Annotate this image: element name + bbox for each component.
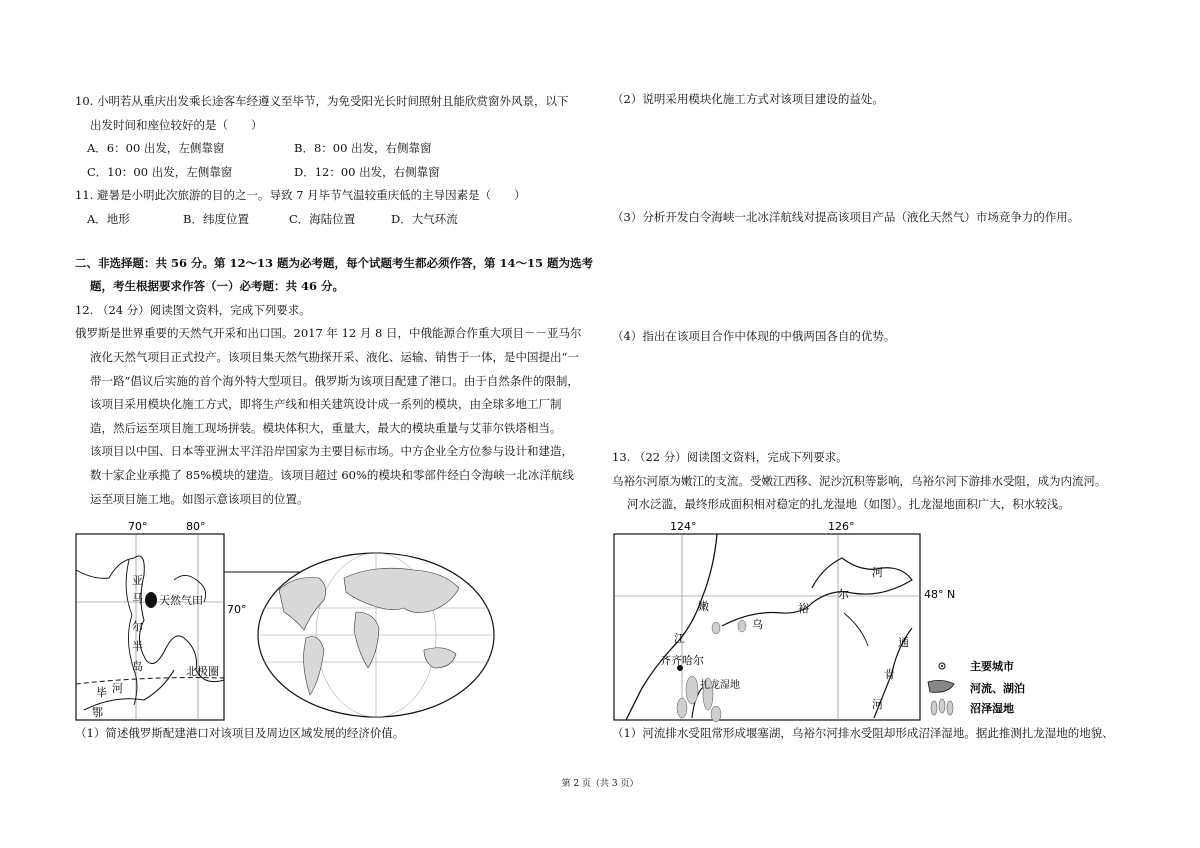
q12-paragraph-line4: 该项目采用模块化施工方式，即将生产线和相关建筑设计成一系列的模块，由全球多地工厂制 bbox=[90, 397, 562, 412]
section2-heading-line2: 题，考生根据要求作答（一）必考题：共 46 分。 bbox=[90, 279, 345, 294]
q10-options-row2 bbox=[75, 161, 595, 185]
river-char-2: 河 bbox=[112, 682, 123, 695]
peninsula-char-5: 岛 bbox=[132, 660, 143, 673]
tongken-char-1: 通 bbox=[898, 636, 909, 649]
left-column bbox=[75, 90, 595, 511]
peninsula-char-2: 马 bbox=[132, 592, 143, 605]
q12-map-svg bbox=[74, 520, 514, 725]
tongken-char-2: 肯 bbox=[884, 668, 895, 681]
q10-stem-line1: 10. 小明若从重庆出发乘长途客车经遵义至毕节，为免受阳光长时间照射且能欣赏窗外风景，以下 bbox=[75, 94, 569, 108]
q13-paragraph-line1: 乌裕尔河原为嫩江的支流。受嫩江西移、泥沙沉积等影响，乌裕尔河下游排水受阻，成为内流河。 bbox=[612, 473, 1107, 488]
q11-options-row bbox=[75, 208, 595, 232]
legend-river-lake-label: 河流、湖泊 bbox=[970, 682, 1025, 695]
q12-sub4: （4）指出在该项目合作中体现的中俄两国各自的优势。 bbox=[612, 329, 896, 343]
zhalong-map-frame bbox=[614, 534, 920, 720]
q10-stem-line2: 出发时间和座位较好的是（ ） bbox=[90, 117, 263, 132]
q11-option-c[interactable]: C．海陆位置 bbox=[289, 211, 356, 226]
q10-options-row1 bbox=[75, 137, 595, 161]
q12-sub2: （2）说明采用模块化施工方式对该项目建设的益处。 bbox=[612, 92, 884, 106]
lon-80-label: 80° bbox=[186, 520, 206, 533]
q13-sub1: （1）河流排水受阻常形成堰塞湖，乌裕尔河排水受阻却形成沼泽湿地。据此推测扎龙湿地的地貌、 bbox=[612, 726, 1114, 740]
legend-river-lake-icon bbox=[928, 680, 954, 692]
river-char-3: 鄂 bbox=[92, 706, 103, 719]
wuyuer-char-4: 河 bbox=[872, 566, 883, 579]
wuyuer-char-2: 裕 bbox=[798, 602, 809, 615]
nen-char-2: 江 bbox=[674, 632, 685, 645]
arctic-circle-label: 北极圈 bbox=[186, 665, 219, 678]
q10-option-d[interactable]: D．12：00 出发，右侧靠窗 bbox=[294, 164, 440, 179]
q12-paragraph-line8: 运至项目施工地。如图示意该项目的位置。 bbox=[90, 491, 309, 506]
legend-wetland-label: 沼泽湿地 bbox=[970, 702, 1014, 715]
q11-stem: 11. 避暑是小明此次旅游的目的之一。导致 7 月毕节气温较重庆低的主导因素是（ ） bbox=[75, 188, 526, 203]
q12-paragraph-line5: 造，然后运至项目施工现场拼装。模块体积大，重量大，最大的模块重量与艾菲尔铁塔相当。 bbox=[90, 420, 562, 435]
legend-wetland-icon bbox=[931, 699, 953, 715]
nen-char-1: 嫩 bbox=[698, 600, 709, 613]
q13-header: 13. （22 分）阅读图文资料，完成下列要求。 bbox=[612, 450, 848, 464]
zhalong-wetland-label: 扎龙湿地 bbox=[700, 680, 740, 691]
q10-option-c[interactable]: C．10：00 出发，左侧靠窗 bbox=[87, 164, 233, 179]
peninsula-char-3: 尔 bbox=[132, 620, 143, 633]
lat-70-label: 70° bbox=[227, 603, 247, 616]
q12-sub3: （3）分析开发白令海峡一北冰洋航线对提高该项目产品（液化天然气）市场竞争力的作用。 bbox=[612, 210, 1080, 224]
q13-paragraph-line2: 河水泛滥，最终形成面积相对稳定的扎龙湿地（如图）。扎龙湿地面积广大，积水较浅。 bbox=[627, 497, 1070, 512]
peninsula-char-1: 亚 bbox=[132, 574, 143, 587]
q12-paragraph-line1: 俄罗斯是世界重要的天然气开采和出口国。2017 年 12 月 8 日，中俄能源合作重大项目－－亚马尔 bbox=[75, 326, 582, 341]
q11-option-a[interactable]: A．地形 bbox=[87, 211, 130, 226]
q12-paragraph-line3: 带一路”倡议后实施的首个海外特大型项目。俄罗斯为该项目配建了港口。由于自然条件的限制， bbox=[90, 373, 579, 388]
q10-option-a[interactable]: A．6：00 出发，左侧靠窗 bbox=[87, 141, 225, 156]
q10-option-b[interactable]: B．8：00 出发，右侧靠窗 bbox=[294, 141, 432, 156]
lon-70-label: 70° bbox=[128, 520, 148, 533]
page-footer: 第 2 页（共 3 页） bbox=[561, 779, 639, 789]
wuyuer-char-3: 尔 bbox=[838, 588, 849, 601]
legend-city-label: 主要城市 bbox=[970, 660, 1014, 673]
q12-paragraph-line2: 液化天然气项目正式投产。该项目集天然气勘探开采、液化、运输、销售于一体，是中国提出“一 bbox=[90, 349, 579, 364]
tongken-char-3: 河 bbox=[872, 698, 883, 711]
lon-126-label: 126° bbox=[828, 520, 855, 533]
q11-option-b[interactable]: B．纬度位置 bbox=[183, 211, 249, 226]
q12-sub1: （1）简述俄罗斯配建港口对该项目及周边区域发展的经济价值。 bbox=[75, 726, 405, 740]
lon-124-label: 124° bbox=[670, 520, 697, 533]
gas-field-label: 天然气田 bbox=[159, 594, 203, 607]
q13-map-svg bbox=[612, 518, 1062, 723]
q12-paragraph-line7: 数十家企业承揽了 85%模块的建造。该项目超过 60%的模块和零部件经白令海峡一北冰洋航线 bbox=[90, 467, 574, 482]
qiqihar-label: 齐齐哈尔 bbox=[660, 654, 704, 667]
q12-map-figure bbox=[74, 520, 514, 728]
q11-option-d[interactable]: D．大气环流 bbox=[391, 211, 458, 226]
q13-map-figure bbox=[612, 518, 1062, 726]
q12-header: 12. （24 分）阅读图文资料，完成下列要求。 bbox=[75, 302, 311, 317]
section2-heading-line1: 二、非选择题：共 56 分。第 12～13 题为必考题，每个试题考生都必须作答，第 14～15 题为选考 bbox=[75, 255, 594, 270]
peninsula-char-4: 半 bbox=[132, 640, 143, 653]
gas-field-marker bbox=[145, 592, 157, 608]
q13-block bbox=[612, 446, 1107, 517]
wuyuer-char-1: 乌 bbox=[752, 618, 763, 631]
q12-paragraph-line6: 该项目以中国、日本等亚洲太平洋沿岸国家为主要目标市场。中方企业全方位参与设计和建造， bbox=[90, 444, 573, 459]
lat-48-label: 48° N bbox=[924, 588, 956, 601]
river-char-1: 毕 bbox=[96, 686, 107, 699]
